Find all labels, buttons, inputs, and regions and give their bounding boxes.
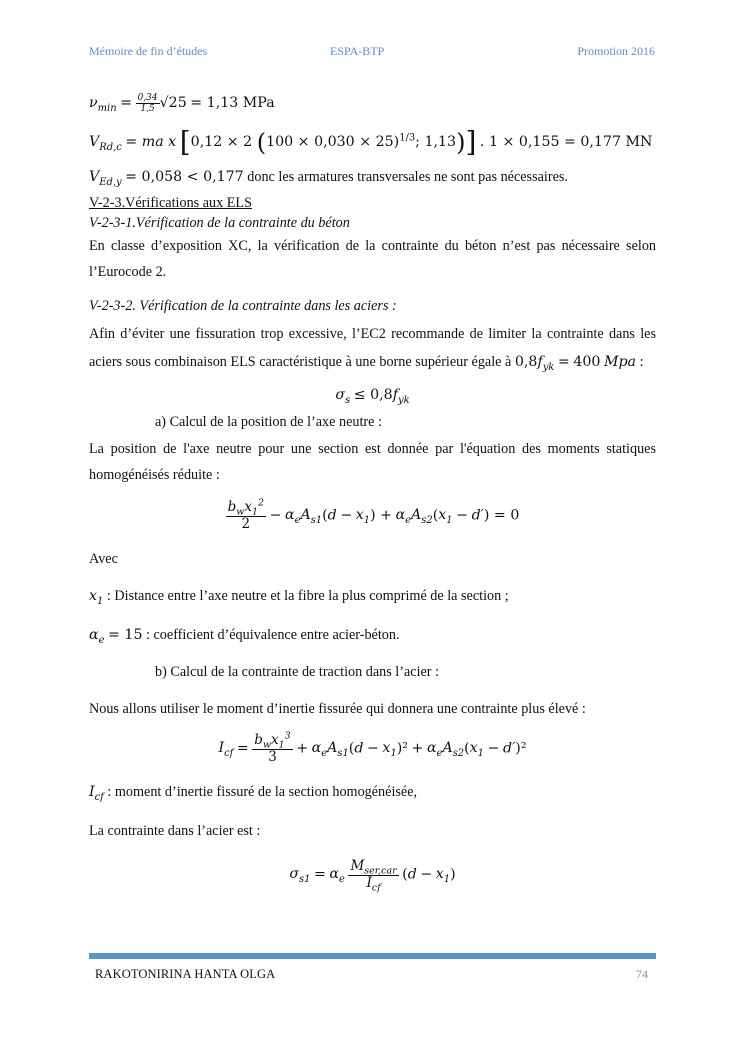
sigma-limit-equation: $\sigma_s \le 0,8f_{yk}$ (335, 387, 410, 406)
sigma-s1-equation: $\sigma_{s1} = \alpha_e$ $\frac{M_{ser,car}}{I_{cf}}$ $(d - x_1)$ (289, 858, 456, 894)
avec-label: Avec (89, 551, 118, 568)
subsection-aciers-heading: V-2-3-2. Vérification de la contrainte dans les aciers : (89, 298, 397, 314)
footer-divider (89, 953, 656, 959)
inertie-equation: $I_{cf}$ = $\frac{b_wx_1^3}{3}$ + $\alpha_eA_{s1}(d - x_1)^2 + \alpha_eA_{s2}(x_1 - d')^2$ (218, 730, 527, 765)
header-left: Mémoire de fin d’études (89, 44, 208, 58)
item-a-heading: a) Calcul de la position de l’axe neutre : (155, 414, 382, 430)
icf-definition: $I_{cf}$ : moment d’inertie fissuré de la section homogénéisée, (89, 784, 418, 803)
section-els-heading: V-2-3.Vérifications aux ELS (89, 195, 252, 211)
para-inertie: Nous allons utiliser le moment d’inertie fissurée qui donnera une contrainte plus élevé : (89, 701, 586, 718)
alpha-definition: $\alpha_e = 15$ : coefficient d’équivalence entre acier-béton. (89, 627, 400, 646)
vrdc-equation: $V_{Rd,c}$ = ma x [0,12 × 2 $(100 \times 0,030 \times 25)^{1/3}$; 1,13)] . 1 × 0,155 = 0,177 MN (89, 125, 653, 159)
footer-author: RAKOTONIRINA HANTA OLGA (95, 967, 276, 981)
vmin-equation: $\nu_{min}$ = $\frac{0,34}{1,5}$ √25 = 1,13 MPa (89, 92, 275, 115)
para-beton: En classe d’exposition XC, la vérification de la contrainte du béton n’est pas nécessaire selon l’Eurocode 2. (89, 238, 656, 280)
x1-definition: $x_1$ : Distance entre l’axe neutre et la fibre la plus comprimé de la section ; (89, 588, 509, 607)
item-b-heading: b) Calcul de la contrainte de traction dans l’acier : (155, 664, 440, 681)
para-axe-neutre: La position de l'axe neutre pour une section est donnée par l'équation des moments statiques homogénéisés réduite : (89, 441, 656, 483)
header-right: Promotion 2016 (577, 44, 655, 58)
ved-line: $V_{Ed,y} = 0,058 < 0,177$ donc les armatures transversales ne sont pas nécessaires. (89, 169, 568, 188)
para-contrainte: La contrainte dans l’acier est : (89, 823, 261, 840)
para-aciers: Afin d’éviter une fissuration trop excessive, l’EC2 recommande de limiter la contrainte dans les aciers sous combinaison ELS caractéristique à une borne supérieur égale à $0,8f_{yk} = 400$ Mpa : (89, 326, 656, 373)
axe-neutre-equation: $\frac{b_wx_1^2}{2}$ − $\alpha_eA_{s1}(d - x_1) + \alpha_eA_{s2}(x_1 - d') = 0$ (227, 497, 520, 532)
page-content (89, 88, 656, 894)
page-number: 74 (636, 967, 648, 981)
header-center: ESPA-BTP (330, 44, 385, 58)
subsection-beton-heading: V-2-3-1.Vérification de la contrainte du béton (89, 215, 350, 231)
